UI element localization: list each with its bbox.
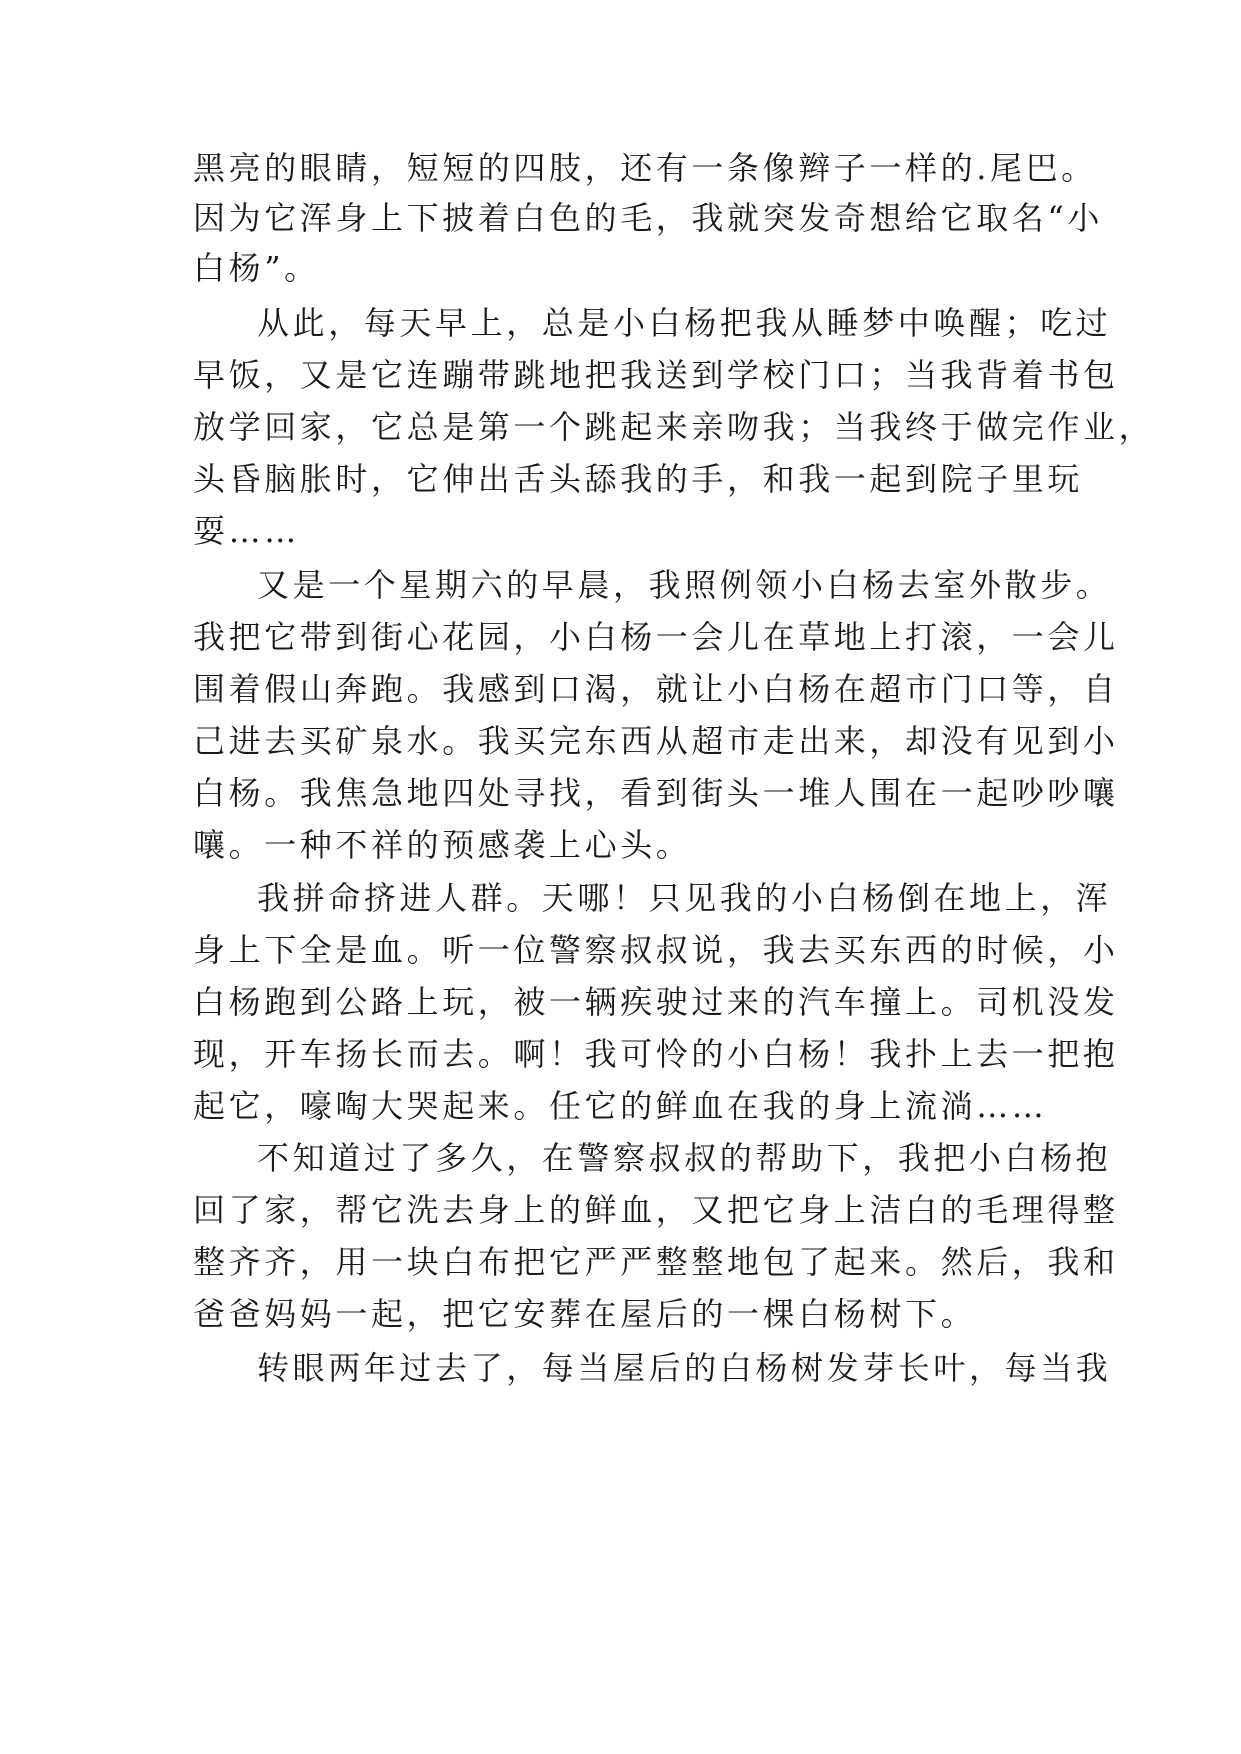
text-line: 身上下全是血。听一位警察叔叔说，我去买东西的时候，小 — [193, 931, 1119, 969]
paragraph-first-line: 我拼命挤进人群。天哪！只见我的小白杨倒在地上，浑 — [257, 879, 1112, 917]
text-line: 起它，嚎啕大哭起来。任它的鲜血在我的身上流淌…… — [193, 1087, 1048, 1125]
text-line: 早饭，又是它连蹦带跳地把我送到学校门口；当我背着书包 — [193, 356, 1119, 394]
text-line: 黑亮的眼睛，短短的四肢，还有一条像辫子一样的.尾巴。 — [193, 149, 1097, 187]
text-line: 嚷。一种不祥的预感袭上心头。 — [193, 826, 692, 864]
text-line: 放学回家，它总是第一个跳起来亲吻我；当我终于做完作业， — [193, 408, 1155, 446]
text-line: 回了家，帮它洗去身上的鲜血，又把它身上洁白的毛理得整 — [193, 1191, 1119, 1229]
text-line: 围着假山奔跑。我感到口渴，就让小白杨在超市门口等，自 — [193, 670, 1119, 708]
text-line: 现，开车扬长而去。啊！我可怜的小白杨！我扑上去一把抱 — [193, 1035, 1119, 1073]
paragraph-first-line: 转眼两年过去了，每当屋后的白杨树发芽长叶，每当我 — [257, 1349, 1112, 1387]
text-line: 己进去买矿泉水。我买完东西从超市走出来，却没有见到小 — [193, 722, 1119, 760]
text-line: 头昏脑胀时，它伸出舌头舔我的手，和我一起到院子里玩 — [193, 460, 1084, 498]
text-line: 白杨跑到公路上玩，被一辆疾驶过来的汽车撞上。司机没发 — [193, 983, 1119, 1021]
text-line: 爸爸妈妈一起，把它安葬在屋后的一棵白杨树下。 — [193, 1295, 977, 1333]
text-line: 耍…… — [193, 512, 300, 550]
paragraph-first-line: 从此，每天早上，总是小白杨把我从睡梦中唤醒；吃过 — [257, 304, 1112, 342]
text-line: 因为它浑身上下披着白色的毛，我就突发奇想给它取名“小 — [193, 199, 1103, 237]
text-line: 整齐齐，用一块白布把它严严整整地包了起来。然后，我和 — [193, 1243, 1119, 1281]
text-line: 白杨。我焦急地四处寻找，看到街头一堆人围在一起吵吵嚷 — [193, 774, 1119, 812]
text-line: 我把它带到街心花园，小白杨一会儿在草地上打滚，一会儿 — [193, 618, 1119, 656]
paragraph-first-line: 又是一个星期六的早晨，我照例领小白杨去室外散步。 — [257, 566, 1112, 604]
text-line: 白杨”。 — [193, 249, 320, 287]
paragraph-first-line: 不知道过了多久，在警察叔叔的帮助下，我把小白杨抱 — [257, 1139, 1112, 1177]
